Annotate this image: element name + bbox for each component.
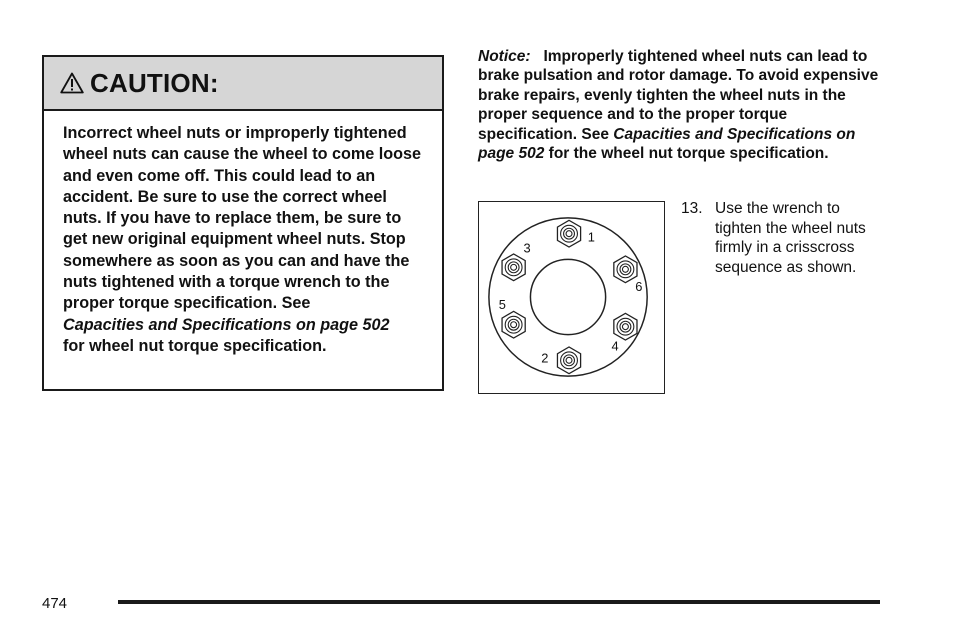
step-number: 13. — [681, 200, 703, 217]
caution-title: CAUTION: — [90, 67, 219, 98]
caution-reference-link[interactable]: Capacities and Specifications on page 502 — [63, 315, 390, 334]
caution-header — [44, 57, 442, 111]
page-number: 474 — [42, 595, 68, 612]
wheel-hub-diagram — [479, 202, 664, 393]
footer-rule — [118, 600, 880, 604]
nut-label-4: 4 — [611, 338, 619, 354]
wheel-nut-6 — [614, 256, 637, 283]
wheel-nut-3 — [502, 254, 525, 281]
wheel-nut-5 — [502, 311, 525, 338]
step-text: Use the wrench to tighten the wheel nuts firmly in a crisscross sequence as shown. — [715, 200, 866, 276]
step-13 — [681, 199, 901, 277]
warning-triangle-icon — [60, 72, 84, 94]
hub-center-circle — [530, 259, 605, 334]
nut-label-2: 2 — [541, 350, 549, 366]
notice-label: Notice: — [478, 48, 531, 65]
notice-text: Improperly tightened wheel nuts can lead to brake pulsation and rotor damage. To avoid expensive brake repairs, evenly tighten the wheel nuts in the proper sequence and to the proper torque specification. See — [478, 48, 879, 143]
notice-paragraph — [478, 47, 888, 163]
wheel-nut-4 — [614, 313, 637, 340]
nut-label-3: 3 — [523, 240, 531, 256]
nut-label-6: 6 — [635, 279, 643, 295]
wheel-nut-1 — [557, 220, 580, 247]
wheel-nut-2 — [557, 347, 580, 374]
notice-reference-link[interactable]: Capacities and Specifications on page 502 — [478, 125, 856, 163]
notice-text-end: for the wheel nut torque specification. — [548, 145, 829, 163]
caution-box — [42, 55, 444, 391]
caution-body-end: for wheel nut torque specification. — [63, 336, 327, 355]
caution-body-text: Incorrect wheel nuts or improperly tightened wheel nuts can cause the wheel to come loose and even come off. This could lead to an accident. Be sure to use the correct wheel nuts. If you have to replace them, be sure to get new original equipment wheel nuts. Stop somewhere as soon as you can and have the nuts tightened with a torque wrench to the proper torque specification. See — [63, 124, 422, 313]
nut-label-1: 1 — [587, 229, 595, 245]
wheel-nut-sequence-figure — [478, 201, 665, 394]
nut-label-5: 5 — [498, 296, 506, 312]
caution-text — [44, 111, 442, 357]
